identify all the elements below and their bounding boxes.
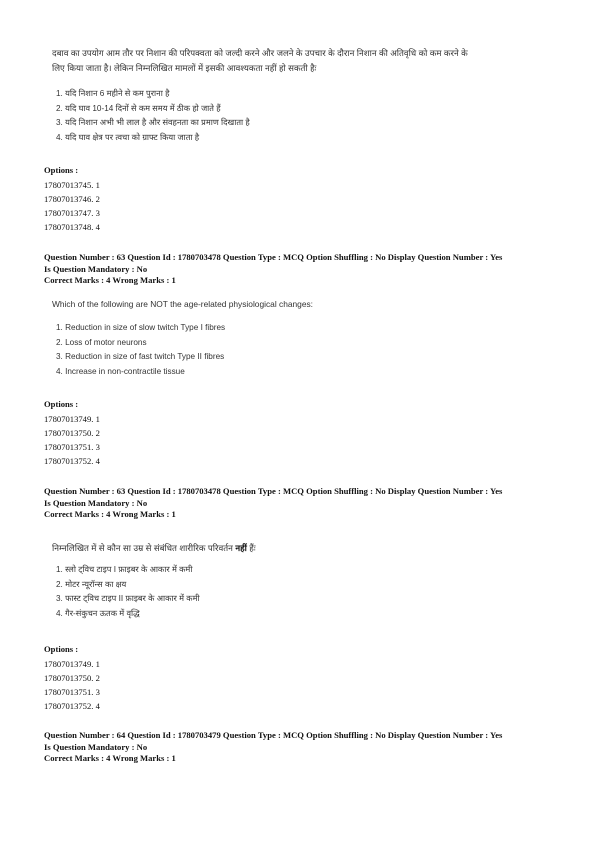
option-item: 17807013745. 1 xyxy=(44,180,100,190)
question-mandatory-line: Is Question Mandatory : No xyxy=(44,741,148,752)
question-meta-line: Question Number : 64 Question Id : 1780703479 Question Type : MCQ Option Shuffling : No Display Question Number : Yes xyxy=(44,730,503,740)
question-text-emphasis: नहीं xyxy=(235,543,247,553)
answer-statement-list xyxy=(56,321,225,379)
answer-statement: 3. फास्ट ट्विच टाइप II फ़ाइबर के आकार में कमी xyxy=(56,594,200,604)
answer-statement-list xyxy=(56,563,200,621)
question-marks-line: Correct Marks : 4 Wrong Marks : 1 xyxy=(44,753,176,763)
question-header xyxy=(44,730,560,765)
answer-statement: 1. यदि निशान 6 महीने से कम पुराना है xyxy=(56,89,170,98)
options-heading: Options : xyxy=(44,644,79,654)
answer-statement: 3. यदि निशान अभी भी लाल है और संवहनता का प्रमाण दिखाता है xyxy=(56,118,250,128)
question-header xyxy=(44,252,560,287)
question-text-line: दबाव का उपयोग आम तौर पर निशान की परिपक्वता को जल्दी करने और जलने के उपचार के दौरान निशान की अतिवृधि को कम करने के xyxy=(52,48,468,58)
question-marks-line: Correct Marks : 4 Wrong Marks : 1 xyxy=(44,509,176,519)
answer-statement: 2. Loss of motor neurons xyxy=(56,337,147,347)
option-item: 17807013749. 1 xyxy=(44,659,100,669)
question-text-line: Which of the following are NOT the age-related physiological changes: xyxy=(52,299,314,309)
answer-statement: 1. Reduction in size of slow twitch Type I fibres xyxy=(56,323,226,332)
option-item: 17807013751. 3 xyxy=(44,687,100,697)
option-item: 17807013747. 3 xyxy=(44,208,100,218)
option-item: 17807013750. 2 xyxy=(44,673,100,683)
question-mandatory-line: Is Question Mandatory : No xyxy=(44,497,148,508)
question-text xyxy=(52,46,564,76)
answer-statement: 1. स्लो ट्विच टाइप I फ़ाइबर के आकार में कमी xyxy=(56,565,193,574)
options-heading: Options : xyxy=(44,165,79,175)
question-mandatory-line: Is Question Mandatory : No xyxy=(44,263,148,274)
answer-statement: 2. मोटर न्यूरॉन्स का क्षय xyxy=(56,579,127,589)
option-item: 17807013750. 2 xyxy=(44,428,100,438)
question-marks-line: Correct Marks : 4 Wrong Marks : 1 xyxy=(44,275,176,285)
question-meta-line: Question Number : 63 Question Id : 1780703478 Question Type : MCQ Option Shuffling : No Display Question Number : Yes xyxy=(44,486,503,496)
option-item: 17807013752. 4 xyxy=(44,701,100,711)
answer-statement: 4. गैर-संकुचन ऊतक में वृद्धि xyxy=(56,608,140,618)
options-list xyxy=(44,397,100,468)
option-item: 17807013752. 4 xyxy=(44,456,100,466)
options-heading: Options : xyxy=(44,399,79,409)
answer-statement: 4. यदि घाव क्षेत्र पर त्वचा को ग्राफ्ट किया जाता है xyxy=(56,132,200,142)
options-list xyxy=(44,642,100,713)
option-item: 17807013751. 3 xyxy=(44,442,100,452)
option-item: 17807013746. 2 xyxy=(44,194,100,204)
answer-statement: 4. Increase in non-contractile tissue xyxy=(56,366,185,376)
answer-statement: 3. Reduction in size of fast twitch Type II fibres xyxy=(56,352,225,362)
answer-statement-list xyxy=(56,87,250,145)
question-text xyxy=(52,541,564,556)
options-list xyxy=(44,163,100,234)
option-item: 17807013748. 4 xyxy=(44,222,100,232)
question-text-suffix: हैंः xyxy=(246,543,256,553)
question-header xyxy=(44,486,560,521)
question-text-prefix: निम्नलिखित में से कौन सा उम्र से संबंधित शारीरिक परिवर्तन xyxy=(52,543,236,553)
question-meta-line: Question Number : 63 Question Id : 1780703478 Question Type : MCQ Option Shuffling : No Display Question Number : Yes xyxy=(44,252,503,262)
question-text-line: लिए किया जाता है। लेकिन निम्नलिखित मामलों में इसकी आवश्यकता नहीं हो सकती हैः xyxy=(52,63,317,73)
answer-statement: 2. यदि घाव 10-14 दिनों से कम समय में ठीक हो जाते हैं xyxy=(56,103,221,113)
question-text xyxy=(52,297,564,312)
option-item: 17807013749. 1 xyxy=(44,414,100,424)
